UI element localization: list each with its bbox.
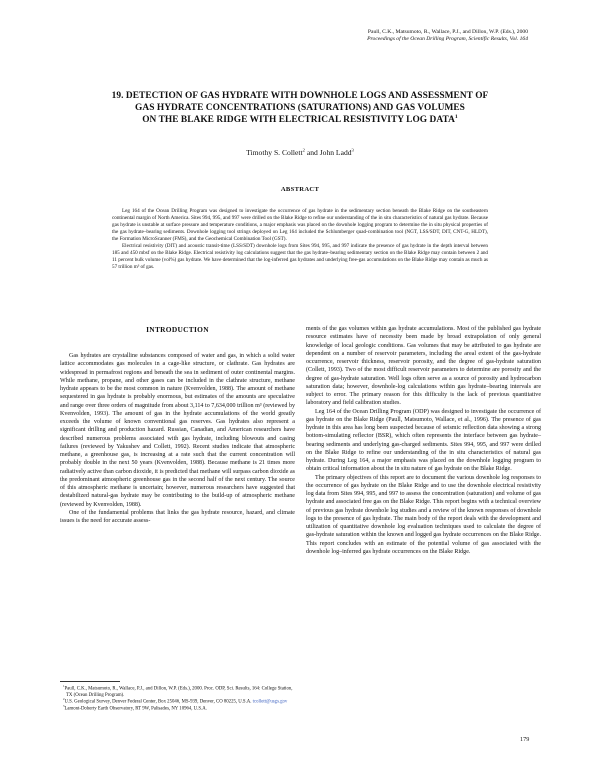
author-1: Timothy S. Collett	[246, 148, 303, 157]
abstract-paragraph-2: Electrical resistivity (DIT) and acoustic transit-time (LSS/SDT) downhole logs from Sites 994, 995, and 997 indicate the presence of gas hydrate in the depth interval between 185 and 450 mbsf on the Blake Ridge. Electrical resistivity log calculations suggest that the gas hydrate–bearing sedimentary section on the Blake Ridge may contain between 2 and 11 percent bulk volume (vol%) gas hydrate. We have determined that the log-inferred gas hydrates and underlying free-gas accumulations on the Blake Ridge may contain as much as 57 trillion m³ of gas.	[112, 243, 488, 271]
footnote-1-mark: 1	[63, 684, 65, 688]
intro-paragraph-2: One of the fundamental problems that links the gas hydrate resource, hazard, and climate issues is the need for accurate assess-	[60, 509, 295, 524]
footnotes	[60, 686, 295, 713]
abstract-body	[112, 208, 488, 271]
page-number: 179	[520, 736, 530, 743]
left-column	[60, 325, 295, 525]
running-head-journal: Proceedings of the Ocean Drilling Program, Scientific Results, Vol. 164	[367, 36, 528, 43]
footnote-3	[60, 706, 295, 713]
article-title	[70, 91, 530, 126]
intro-paragraph-4: The primary objectives of this report are to document the various downhole log responses to the occurrence of gas hydrate on the Blake Ridge and to use the downhole electrical resistivity log data from Sites 994, 995, and 997 to assess the concentration (saturation) and volume of gas hydrate and associated free gas on the Blake Ridge. This report begins with a technical overview of previous gas hydrate downhole log studies and a review of the known responses of downhole logs to the presence of gas hydrate. The main body of the report deals with the development and utilization of quantitative downhole log evaluation techniques used to calculate the degree of gas-hydrate saturation within the known and logged gas hydrate occurrences on the Blake Ridge. This report concludes with an estimate of the potential volume of gas associated with the downhole log–inferred gas hydrate occurrences on the Blake Ridge.	[306, 474, 541, 555]
footnote-2-text: U.S. Geological Survey, Denver Federal Center, Box 25046, MS-939, Denver, CO 80225, U.S.A.	[64, 699, 253, 705]
running-head-citation: Paull, C.K., Matsumoto, R., Wallace, P.J., and Dillon, W.P. (Eds.), 2000	[367, 29, 528, 35]
footnote-2-mark: 2	[63, 697, 65, 702]
title-footnote-mark: 1	[454, 113, 458, 120]
author-email-link[interactable]: tcollett@usgs.gov	[252, 699, 288, 705]
footnote-divider	[60, 681, 120, 682]
author-joiner: and	[304, 148, 320, 157]
intro-paragraph-1: Gas hydrates are crystalline substances composed of water and gas, in which a solid water lattice accommodates gas molecules in a cage-like structure, or clathrate. Gas hydrates are widespread in permafrost regions and beneath the sea in sediment of outer continental margins. While methane, propane, and other gases can be included in the clathrate structure, methane hydrate appears to be the most common in nature (Kvenvolden, 1988). The amount of methane sequestered in gas hydrate is probably enormous, but estimates of the amounts are speculative and range over three orders of magnitude from about 3,114 to 7,634,000 trillion m³ (reviewed by Kvenvolden, 1993). The amount of gas in the hydrate accumulations of the world greatly exceeds the volume of known conventional gas reserves. Gas hydrates also represent a significant drilling and production hazard. Russian, Canadian, and American researchers have described numerous problems associated with gas hydrate, including blowouts and casing failures (reviewed by Yakushev and Collett, 1992). Recent studies indicate that atmospheric methane, a greenhouse gas, is increasing at a rate such that the current concentration will probably double in the next 50 years (Kvenvolden, 1988). Because methane is 21 times more radiatively active than carbon dioxide, it is predicted that methane will surpass carbon dioxide as the predominant atmospheric greenhouse gas in the second half of the next century. The source of this atmospheric methane is uncertain; however, numerous researchers have suggested that destabilized natural-gas hydrate may be contributing to the build-up of atmospheric methane (reviewed by Kvenvolden, 1988).	[60, 353, 295, 508]
abstract-paragraph-1: Leg 164 of the Ocean Drilling Program was designed to investigate the occurrence of gas hydrate in the sedimentary section beneath the Blake Ridge on the southeastern continental margin of North America. Sites 994, 995, and 997 were drilled on the Blake Ridge to refine our understanding of the in situ characteristics of natural gas hydrate. Because gas hydrate is unstable at surface pressure and temperature conditions, a major emphasis was placed on the downhole logging program to determine the in situ physical properties of the gas hydrate–bearing sediments. Downhole logging tool strings deployed on Leg 164 included the Schlumberger quad-combination tool (NGT, LSS/SDT, DIT, CNT-G, HLDT), the Formation MicroScanner (FMS), and the Geochemical Combination Tool (GST).	[112, 208, 488, 243]
author-2: John Ladd	[319, 148, 352, 157]
right-column	[306, 325, 541, 556]
title-line-1: 19. DETECTION OF GAS HYDRATE WITH DOWNHOLE LOGS AND ASSESSMENT OF	[111, 91, 489, 101]
author-1-mark: 2	[302, 147, 305, 153]
title-line-3-text: ON THE BLAKE RIDGE WITH ELECTRICAL RESISTIVITY LOG DATA	[142, 114, 455, 125]
intro-paragraph-2-continued: ments of the gas volumes within gas hydrate accumulations. Most of the published gas hydrate resource estimates have of necessity been made by broad extrapolation of only general knowledge of local geologic conditions. Gas volumes that may be attributed to gas hydrate are dependent on a number of reservoir parameters, including the areal extent of the gas-hydrate occurrence, reservoir thickness, reservoir porosity, and the degree of gas-hydrate saturation (Collett, 1993). Two of the most difficult reservoir parameters to determine are porosity and the degree of gas-hydrate saturation. Well logs often serve as a source of porosity and hydrocarbon saturation data; however, downhole-log calculations within gas hydrate–bearing intervals are subject to error. The primary reason for this difficulty is the lack of previous quantitative laboratory and field calibration studies.	[306, 326, 541, 407]
running-head	[168, 29, 528, 44]
author-line	[70, 148, 530, 157]
author-2-mark: 3	[351, 147, 354, 153]
footnote-3-text: Lamont-Doherty Earth Observatory, RT 9W, Palisades, NY 10964, U.S.A.	[64, 706, 207, 712]
introduction-heading: INTRODUCTION	[146, 325, 209, 334]
footnote-1-text: Paull, C.K., Matsumoto, R., Wallace, P.J., and Dillon, W.P. (Eds.), 2000. Proc. ODP, Sci. Results, 164: College Station, TX (Ocean Drilling Program).	[64, 686, 293, 698]
footnote-3-mark: 3	[63, 704, 65, 709]
title-line-3	[70, 115, 530, 127]
intro-paragraph-3: Leg 164 of the Ocean Drilling Program (ODP) was designed to investigate the occurrence of gas hydrate on the Blake Ridge (Paull, Matsumoto, Wallace, et al., 1996). The presence of gas hydrate in this area has long been suspected because of seismic reflection data showing a strong bottom-simulating reflector (BSR), which often represents the interface between gas hydrate–bearing sediments and underlying gas-charged sediments. Sites 994, 995, and 997 were drilled on the Blake Ridge to refine our understanding of the in situ characteristics of natural gas hydrate. During Leg 164, a major emphasis was placed on the downhole logging program to obtain critical information about the in situ nature of gas hydrate on the Blake Ridge.	[306, 408, 541, 473]
abstract-heading: ABSTRACT	[280, 186, 320, 193]
title-line-2: GAS HYDRATE CONCENTRATIONS (SATURATIONS) AND GAS VOLUMES	[135, 102, 465, 113]
